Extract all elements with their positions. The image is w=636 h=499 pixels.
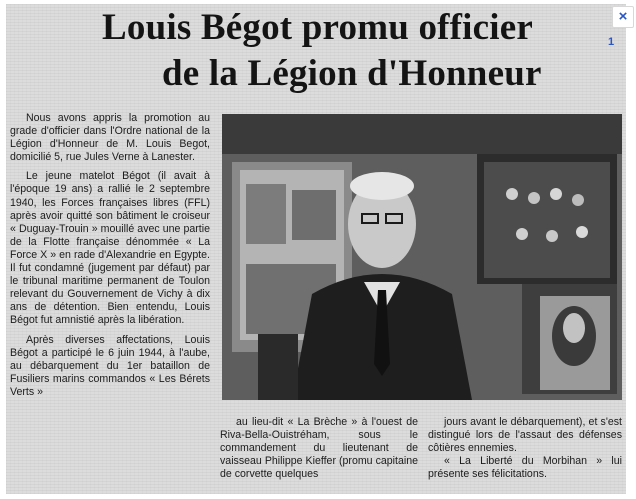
side-marker: 1: [608, 36, 615, 48]
newspaper-clipping: [6, 4, 626, 494]
article-column-3: [428, 416, 622, 481]
article-column-1: [10, 112, 210, 405]
paragraph-history: Le jeune matelot Bégot (il avait à l'époque 19 ans) a rallié le 2 septembre 1940, les Forces françaises libres (FFL) après avoir quitté son bâtiment le croiseur « Duguay-Trouin » mouillé avec une partie de la Flotte française dénommée « La Force X » en rade d'Alexandrie en Egypte. Il fut condamné (jugement par défaut) par le tribunal maritime permanent de Toulon relevant du Gouvernement de Vichy à dix ans de détention. Bien entendu, Louis Bégot fut amnistié après la libération.: [10, 170, 210, 327]
paragraph-intro: Nous avons appris la promotion au grade d'officier dans l'Ordre national de la Légion d'Honneur de M. Louis Begot, domicilié 5, rue Jules Verne à Lanester.: [10, 112, 210, 164]
article-column-2: [220, 416, 418, 481]
portrait-photo-graphic: [222, 114, 622, 400]
paragraph-assault: jours avant le débarquement), et s'est distingué lors de l'assaut des défenses côtières ennemies.: [428, 416, 622, 455]
close-button[interactable]: ×: [612, 6, 634, 28]
portrait-photo: [222, 114, 622, 400]
paragraph-dday: Après diverses affectations, Louis Bégot a participé le 6 juin 1944, à l'aube, au débarquement du 1er bataillon de Fusiliers marins commandos « Les Bérets Verts »: [10, 333, 210, 398]
paragraph-congrats: « La Liberté du Morbihan » lui présente ses félicitations.: [428, 455, 622, 481]
paragraph-breche: au lieu-dit « La Brèche » à l'ouest de Riva-Bella-Ouistréham, sous le commandement du lieutenant de vaisseau Philippe Kieffer (promu capitaine de corvette quelques: [220, 416, 418, 481]
headline-line-2: de la Légion d'Honneur: [162, 53, 542, 94]
headline-line-1: Louis Bégot promu officier: [102, 7, 534, 48]
